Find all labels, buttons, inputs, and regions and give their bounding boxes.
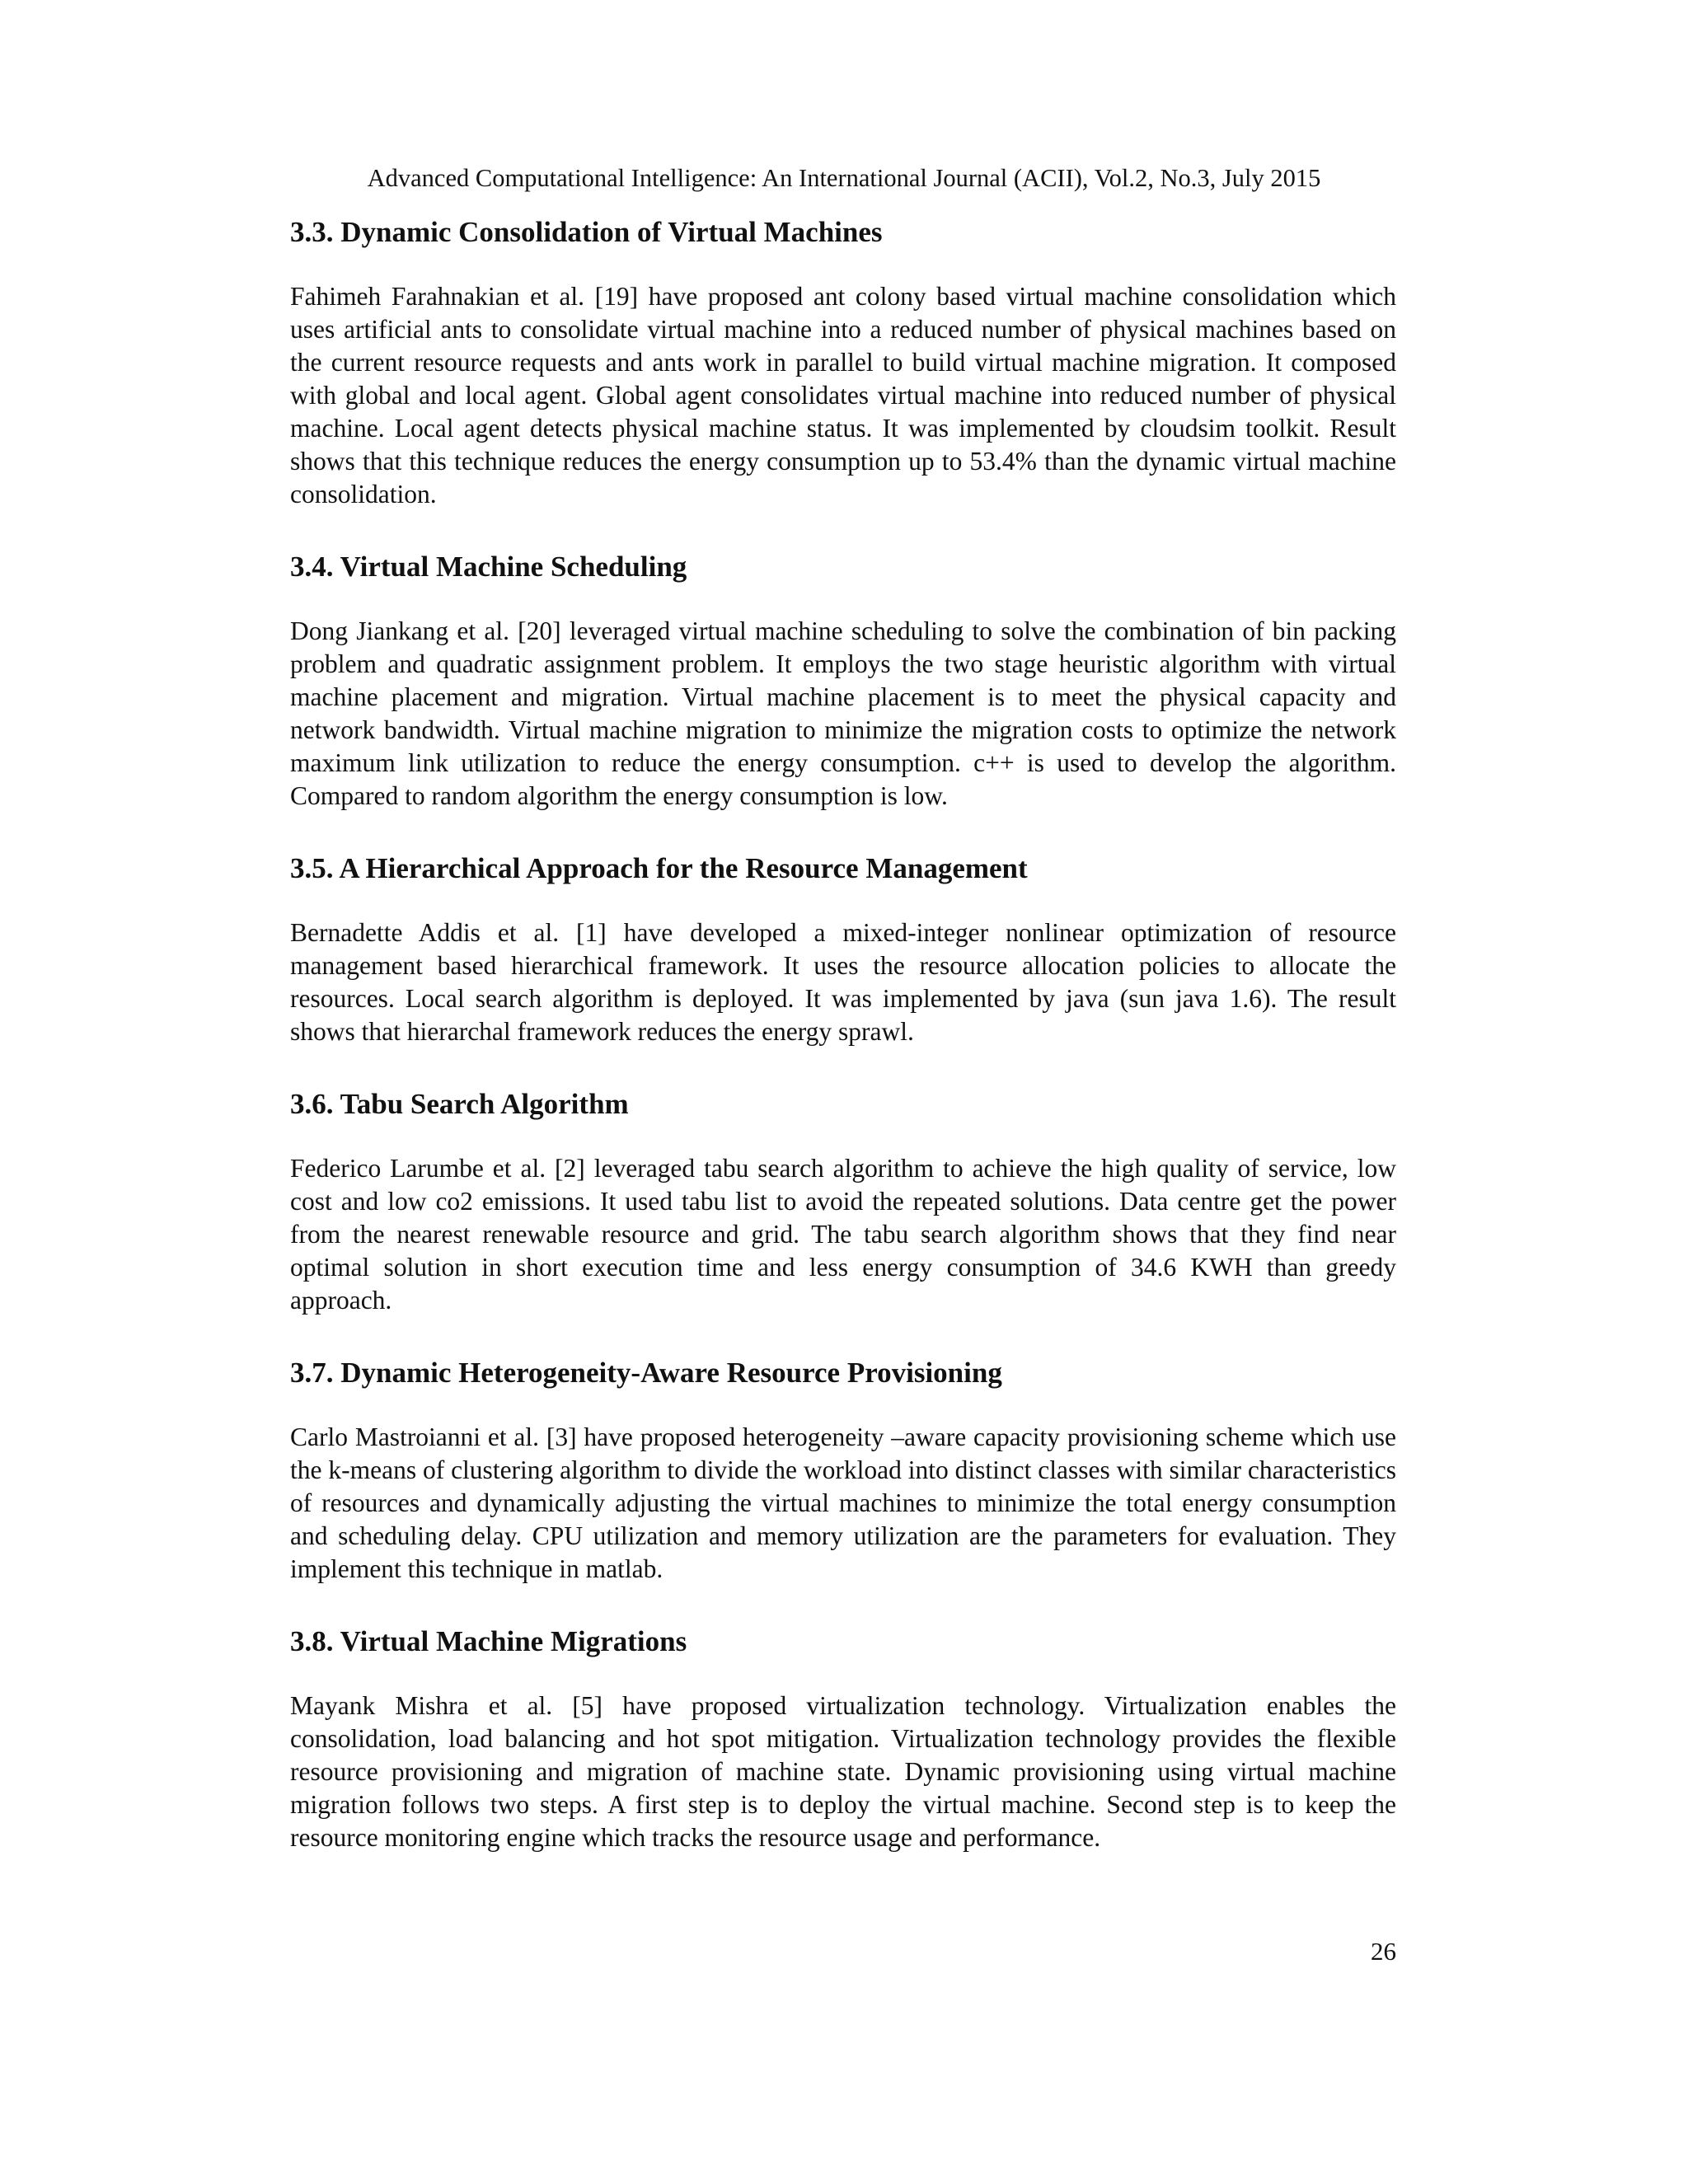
section-paragraph: Fahimeh Farahnakian et al. [19] have proposed ant colony based virtual machine consolidation which uses artificial ants to consolidate virtual machine into a reduced number of physical machines based on the current resource requests and ants work in parallel to build virtual machine migration. It composed with global and local agent. Global agent consolidates virtual machine into reduced number of physical machine. Local agent detects physical machine status. It was implemented by cloudsim toolkit. Result shows that this technique reduces the energy consumption up to 53.4% than the dynamic virtual machine consolidation. (290, 282, 1396, 509)
running-header: Advanced Computational Intelligence: An International Journal (ACII), Vol.2, No.3, July 2015 (367, 164, 1321, 192)
section-title: 3.4. Virtual Machine Scheduling (290, 551, 687, 583)
section-title: 3.8. Virtual Machine Migrations (290, 1625, 687, 1657)
section-paragraph: Bernadette Addis et al. [1] have developed a mixed-integer nonlinear optimization of resource management based hierarchical framework. It uses the resource allocation policies to allocate the resources. Local search algorithm is deployed. It was implemented by java (sun java 1.6). The result shows that hierarchal framework reduces the energy sprawl. (290, 918, 1396, 1046)
page-number: 26 (1371, 1937, 1396, 1966)
section-3-7 (290, 1353, 1396, 1586)
section-title: 3.5. A Hierarchical Approach for the Resource Management (290, 852, 1028, 884)
section-title: 3.7. Dynamic Heterogeneity-Aware Resource Provisioning (290, 1357, 1002, 1389)
section-title: 3.3. Dynamic Consolidation of Virtual Machines (290, 216, 883, 248)
section-paragraph: Dong Jiankang et al. [20] leveraged virtual machine scheduling to solve the combination of bin packing problem and quadratic assignment problem. It employs the two stage heuristic algorithm with virtual machine placement and migration. Virtual machine placement is to meet the physical capacity and network bandwidth. Virtual machine migration to minimize the migration costs to optimize the network maximum link utilization to reduce the energy consumption. c++ is used to develop the algorithm. Compared to random algorithm the energy consumption is low. (290, 616, 1396, 810)
section-3-8 (290, 1622, 1396, 1854)
section-paragraph: Federico Larumbe et al. [2] leveraged tabu search algorithm to achieve the high quality of service, low cost and low co2 emissions. It used tabu list to avoid the repeated solutions. Data centre get the power from the nearest renewable resource and grid. The tabu search algorithm shows that they find near optimal solution in short execution time and less energy consumption of 34.6 KWH than greedy approach. (290, 1154, 1396, 1315)
section-3-4 (290, 547, 1396, 813)
section-3-6 (290, 1085, 1396, 1317)
section-3-3 (290, 213, 1396, 511)
section-paragraph: Carlo Mastroianni et al. [3] have proposed heterogeneity –aware capacity provisioning scheme which use the k-means of clustering algorithm to divide the workload into distinct classes with similar characteristics of resources and dynamically adjusting the virtual machines to minimize the total energy consumption and scheduling delay. CPU utilization and memory utilization are the parameters for evaluation. They implement this technique in matlab. (290, 1422, 1396, 1583)
article-content (290, 213, 1396, 1891)
section-paragraph: Mayank Mishra et al. [5] have proposed virtualization technology. Virtualization enables the consolidation, load balancing and hot spot mitigation. Virtualization technology provides the flexible resource provisioning and migration of machine state. Dynamic provisioning using virtual machine migration follows two steps. A first step is to deploy the virtual machine. Second step is to keep the resource monitoring engine which tracks the resource usage and performance. (290, 1691, 1396, 1852)
section-3-5 (290, 849, 1396, 1048)
section-title: 3.6. Tabu Search Algorithm (290, 1088, 629, 1120)
